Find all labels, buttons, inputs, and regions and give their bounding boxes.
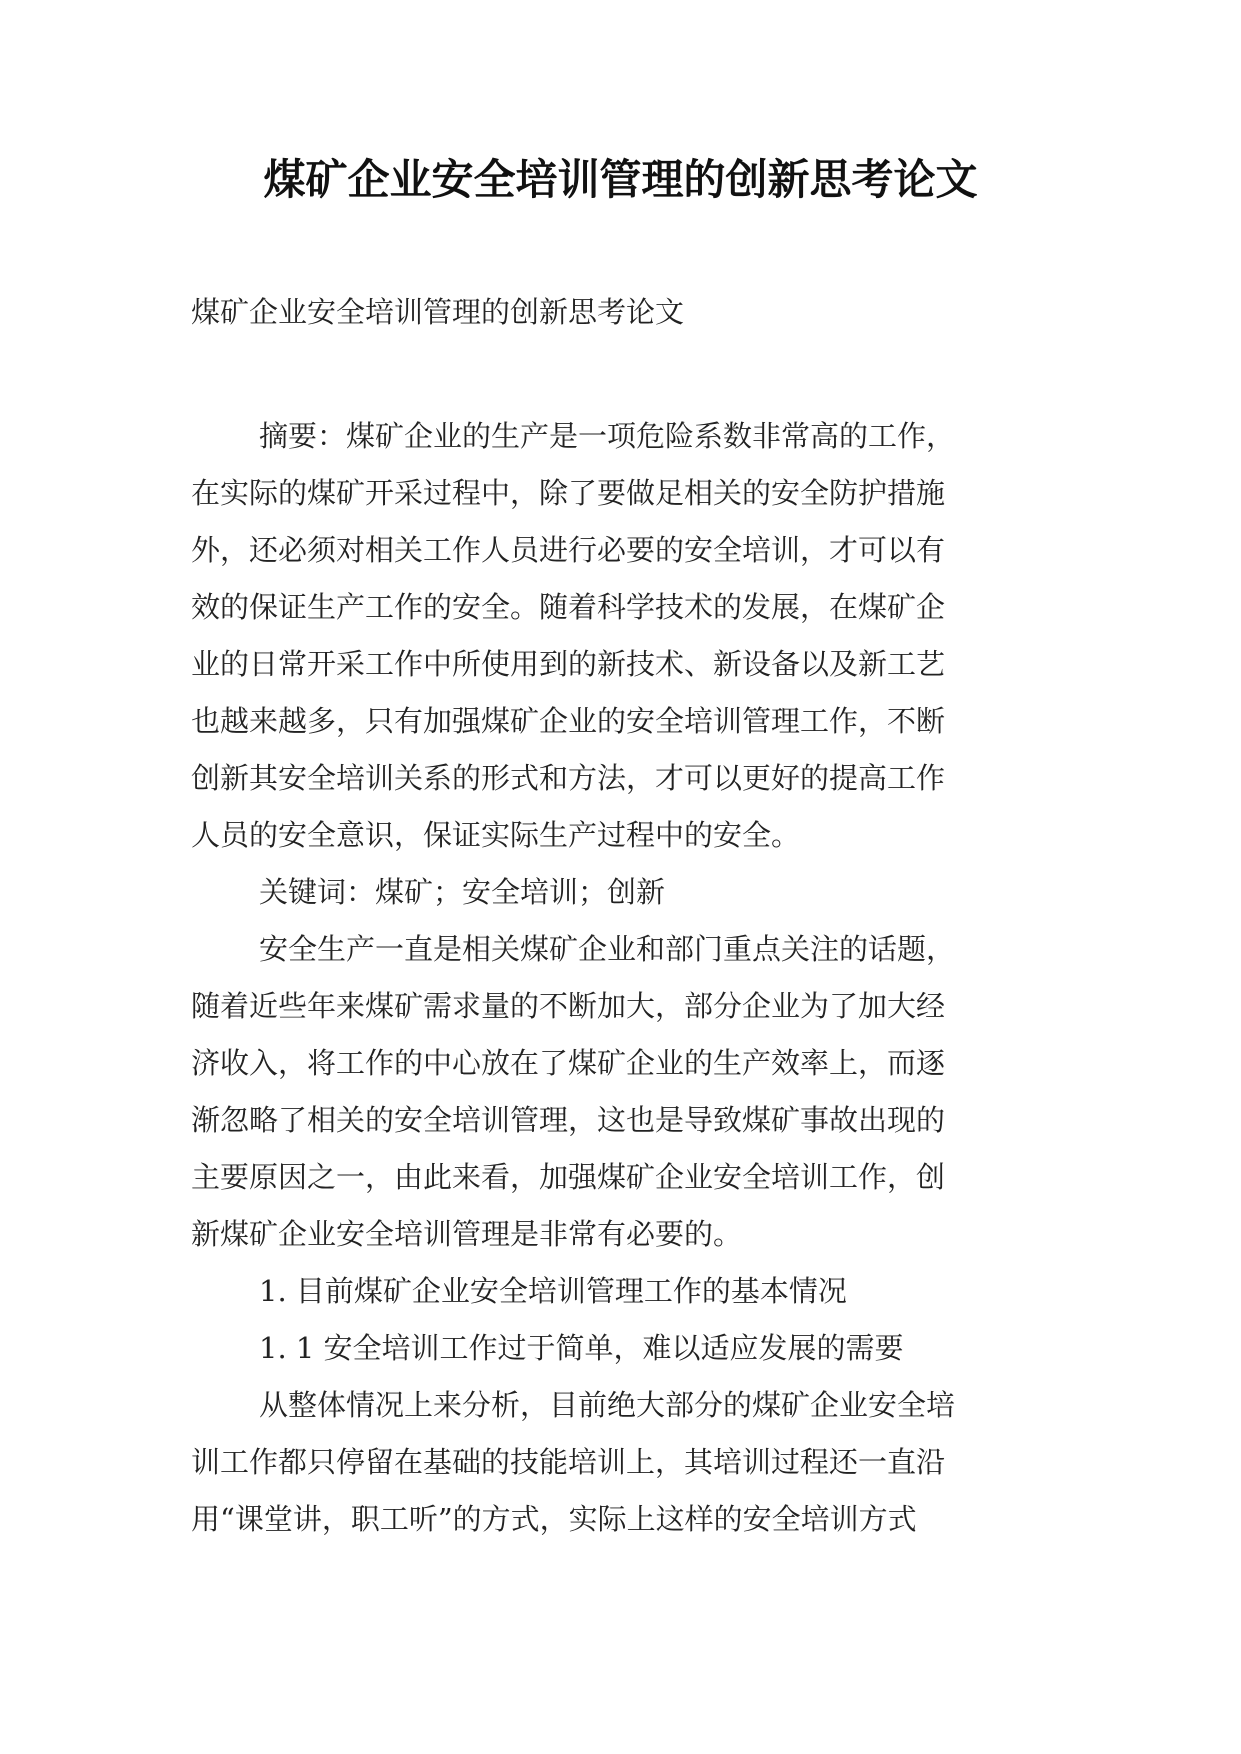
body-line: 用“课堂讲，职工听”的方式，实际上这样的安全培训方式 [191,1502,917,1536]
document-title: 煤矿企业安全培训管理的创新思考论文 [263,155,978,204]
body-line: 从整体情况上来分析，目前绝大部分的煤矿企业安全培 [259,1388,956,1422]
body-line: 新煤矿企业安全培训管理是非常有必要的。 [191,1217,743,1251]
body-line: 渐忽略了相关的安全培训管理，这也是导致煤矿事故出现的 [191,1103,946,1137]
body-line: 济收入，将工作的中心放在了煤矿企业的生产效率上，而逐 [191,1046,946,1080]
body-line: 在实际的煤矿开采过程中，除了要做足相关的安全防护措施 [191,476,946,510]
body-line: 业的日常开采工作中所使用到的新技术、新设备以及新工艺 [191,647,946,681]
document-body [191,408,1051,1548]
body-line: 随着近些年来煤矿需求量的不断加大，部分企业为了加大经 [191,989,946,1023]
body-line: 外，还必须对相关工作人员进行必要的安全培训，才可以有 [191,533,946,567]
body-line: 1. 1 安全培训工作过于简单，难以适应发展的需要 [259,1331,904,1365]
body-line: 也越来越多，只有加强煤矿企业的安全培训管理工作，不断 [191,704,946,738]
body-line: 效的保证生产工作的安全。随着科学技术的发展，在煤矿企 [191,590,946,624]
body-line: 关键词：煤矿；安全培训；创新 [259,875,666,909]
body-line: 创新其安全培训关系的形式和方法，才可以更好的提高工作 [191,761,946,795]
body-line: 训工作都只停留在基础的技能培训上，其培训过程还一直沿 [191,1445,946,1479]
body-line: 1. 目前煤矿企业安全培训管理工作的基本情况 [259,1274,847,1308]
body-line: 主要原因之一，由此来看，加强煤矿企业安全培训工作，创 [191,1160,946,1194]
body-line: 人员的安全意识，保证实际生产过程中的安全。 [191,818,801,852]
body-line: 安全生产一直是相关煤矿企业和部门重点关注的话题， [259,932,956,966]
document-subtitle: 煤矿企业安全培训管理的创新思考论文 [191,295,685,329]
body-line: 摘要：煤矿企业的生产是一项危险系数非常高的工作， [259,419,956,453]
